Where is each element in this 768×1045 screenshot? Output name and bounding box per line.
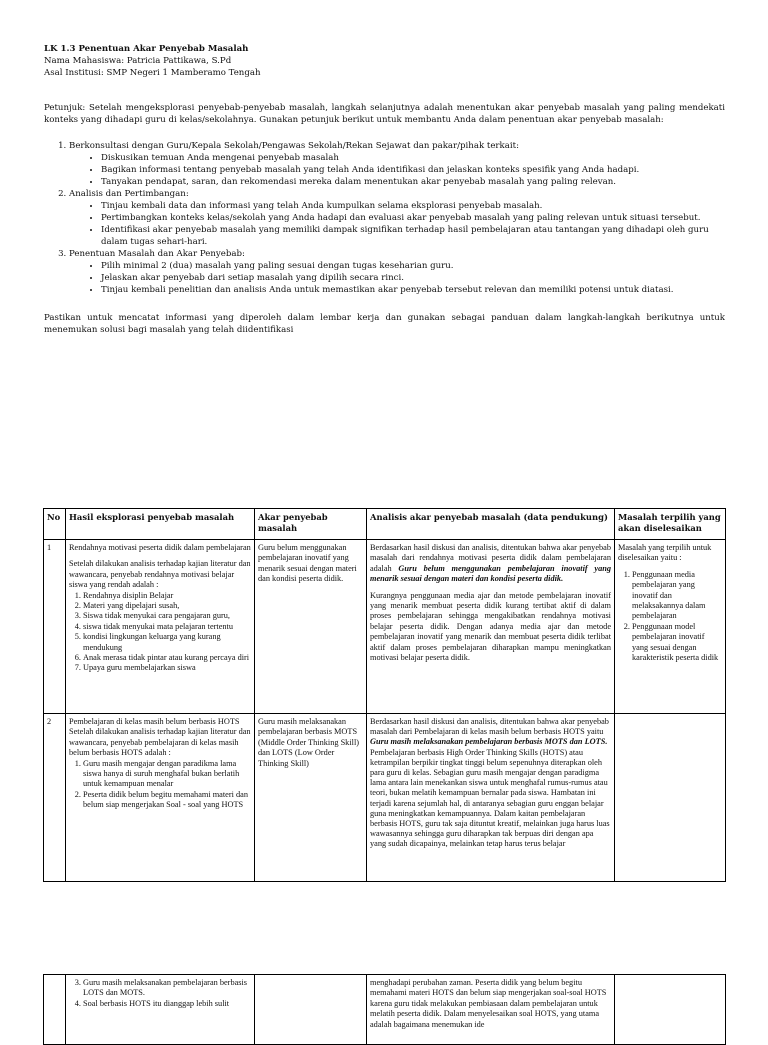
hasil-cell	[66, 540, 255, 714]
hasil-intro: Setelah dilakukan analisis terhadap kajian literatur dan wawancara, penyebab rendahnya motivasi belajar siswa yang rendah adalah :	[69, 559, 251, 590]
list-item: 7. Upaya guru membelajarkan siswa	[83, 663, 251, 673]
table-row	[44, 975, 726, 1045]
analisis-text: Pembelajaran berbasis High Order Thinking Skills (HOTS) atau ketrampilan berpikir tingkat tinggi belum sepenuhnya diterapkan oleh para guru di kelas. Sebagian guru masih mengajar dengan paradigma lama antara lain menekankan siswa untuk menghafal rumus-rumus atau teori, bukan melatih kemampuan bernalar pada siswa. Hambatan ini terjadi karena sejumlah hal, di antaranya sebagian guru enggan belajar guna meningkatkan kemampuannya. Dalam kaitan pembelajaran berbasis HOTS, guru tak saja dituntut kreatif, melainkan juga harus luas wawasannya sehingga guru diharapkan tak berpuas diri dengan apa yang sudah dicapainya, melainkan tetap harus terus belajar	[370, 747, 610, 849]
root-cause-table	[43, 508, 726, 882]
instruction-steps	[44, 140, 728, 296]
step-bullet: • Identifikasi akar penyebab masalah yang memiliki dampak signifikan terhadap hasil pembelajaran atau tantangan yang dihadapi oleh guru dalam tugas sehari-hari.	[101, 224, 728, 248]
step-item	[69, 188, 728, 248]
akar-cell: Guru masih melaksanakan pembelajaran berbasis MOTS (Middle Order Thinking Skill) dan LOTS (Low Order Thinking Skill)	[255, 714, 367, 882]
step-bullet: • Tinjau kembali penelitian dan analisis Anda untuk memastikan akar penyebab tersebut relevan dan memiliki potensi untuk diatasi.	[101, 284, 728, 296]
list-item: 3. Siswa tidak menyukai cara pengajaran guru,	[83, 611, 251, 621]
list-item: 1. Rendahnya disiplin Belajar	[83, 591, 251, 601]
table-header-row	[44, 509, 726, 540]
step-bullet: • Jelaskan akar penyebab dari setiap masalah yang dipilih secara rinci.	[101, 272, 728, 284]
list-item: 2. Penggunaan model pembelajaran inovatif yang sesuai dengan karakteristik peserta didik	[632, 622, 722, 664]
instruction-paragraph: Petunjuk: Setelah mengeksplorasi penyebab-penyebab masalah, langkah selanjutnya adalah menentukan akar penyebab masalah yang paling mendekati konteks yang dihadapi guru di kelas/sekolahnya. Gunakan petunjuk berikut untuk membantu Anda dalam penentuan akar penyebab masalah:	[44, 103, 725, 125]
hasil-cell	[66, 714, 255, 882]
analisis-text: Berdasarkan hasil diskusi dan analisis, ditentukan bahwa akar penyebab masalah dari rendahnya motivasi peserta didik dalam pembelajaran adalah	[370, 543, 611, 573]
list-item: 5. kondisi lingkungan keluarga yang kurang mendukung	[83, 632, 251, 653]
masalah-cell	[615, 540, 726, 714]
hasil-cell	[66, 975, 255, 1045]
list-item: 4. siswa tidak menyukai mata pelajaran tertentu	[83, 622, 251, 632]
header-analisis: Analisis akar penyebab masalah (data pendukung)	[367, 509, 615, 540]
step-bullet: • Diskusikan temuan Anda mengenai penyebab masalah	[101, 152, 728, 164]
closing-paragraph: Pastikan untuk mencatat informasi yang diperoleh dalam lembar kerja dan gunakan sebagai panduan dalam langkah-langkah berikutnya untuk menemukan solusi bagi masalah yang telah diidentifikasi	[44, 313, 725, 335]
analisis-emphasis: Guru masih melaksanakan pembelajaran berbasis MOTS dan LOTS.	[370, 737, 608, 747]
list-item: 1. Penggunaan media pembelajaran yang inovatif dan melaksakannya dalam pembelajaran	[632, 570, 722, 622]
masalah-intro: Masalah yang terpilih untuk diselesaikan yaitu :	[618, 543, 712, 563]
list-item: 3. Guru masih melaksanakan pembelajaran berbasis LOTS dan MOTS.	[83, 978, 251, 999]
step-item	[69, 140, 728, 188]
document-header	[44, 43, 734, 79]
worksheet-title: LK 1.3 Penentuan Akar Penyebab Masalah	[44, 44, 249, 54]
hasil-intro: Setelah dilakukan analisis terhadap kajian literatur dan wawancara, penyebab pembelajaran di kelas masih belum berbasis HOTS adalah :	[69, 727, 251, 758]
step-bullet: • Tanyakan pendapat, saran, dan rekomendasi mereka dalam menentukan akar penyebab masalah yang paling relevan.	[101, 176, 728, 188]
akar-cell	[255, 975, 367, 1045]
header-hasil: Hasil eksplorasi penyebab masalah	[66, 509, 255, 540]
masalah-cell	[615, 714, 726, 882]
table-row	[44, 540, 726, 714]
header-akar: Akar penyebab masalah	[255, 509, 367, 540]
step-bullet: • Bagikan informasi tentang penyebab masalah yang telah Anda identifikasi dan jelaskan konteks spesifik yang Anda hadapi.	[101, 164, 728, 176]
step-item	[69, 248, 728, 296]
list-item: 2. Materi yang dipelajari susah,	[83, 601, 251, 611]
analisis-cell: menghadapi perubahan zaman. Peserta didik yang belum begitu memahami materi HOTS dan belum siap mengerjakan soal-soal HOTS karena guru tidak melakukan pembiasaan dalam pembelajaran untuk melatih peserta didik. Dalam menyelesaikan soal HOTS, yang utama adalah bagaimana menemukan ide	[367, 975, 615, 1045]
analisis-emphasis: Guru belum menggunakan pembelajaran inovatif yang menarik sesuai dengan materi dan kondisi peserta didik.	[370, 563, 611, 584]
row-number: 1	[44, 540, 66, 714]
hasil-title: Pembelajaran di kelas masih belum berbasis HOTS	[69, 717, 240, 726]
step-label: Penentuan Masalah dan Akar Penyebab:	[69, 249, 245, 259]
akar-cell: Guru belum menggunakan pembelajaran inovatif yang menarik sesuai dengan materi dan kondisi peserta didik.	[255, 540, 367, 714]
hasil-title: Rendahnya motivasi peserta didik dalam pembelajaran	[69, 543, 251, 552]
analisis-cell	[367, 540, 615, 714]
masalah-cell	[615, 975, 726, 1045]
list-item: 4. Soal berbasis HOTS itu dianggap lebih sulit	[83, 999, 251, 1009]
step-bullet: • Pertimbangkan konteks kelas/sekolah yang Anda hadapi dan evaluasi akar penyebab masalah yang paling relevan untuk situasi tersebut.	[101, 212, 728, 224]
row-number: 2	[44, 714, 66, 882]
step-label: Analisis dan Pertimbangan:	[69, 189, 189, 199]
list-item: 2. Peserta didik belum begitu memahami materi dan belum siap mengerjakan Soal - soal yang HOTS	[83, 790, 251, 811]
analisis-text: Berdasarkan hasil diskusi dan analisis, ditentukan bahwa akar penyebab masalah dari Pembelajaran di kelas masih belum berbasis HOTS yaitu	[370, 717, 609, 737]
list-item: 1. Guru masih mengajar dengan paradikma lama siswa hanya di suruh menghafal bukan berlatih untuk kemampuan menalar	[83, 759, 251, 790]
header-no: No	[44, 509, 66, 540]
step-label: Berkonsultasi dengan Guru/Kepala Sekolah/Pengawas Sekolah/Rekan Sejawat dan pakar/pihak terkait:	[69, 141, 519, 151]
table-row	[44, 714, 726, 882]
header-masalah: Masalah terpilih yang akan diselesaikan	[615, 509, 726, 540]
row-number	[44, 975, 66, 1045]
step-bullet: • Tinjau kembali data dan informasi yang telah Anda kumpulkan selama eksplorasi penyebab masalah.	[101, 200, 728, 212]
root-cause-table-continued	[43, 974, 726, 1045]
institution-name: Asal Institusi: SMP Negeri 1 Mamberamo Tengah	[44, 68, 261, 78]
step-bullet: • Pilih minimal 2 (dua) masalah yang paling sesuai dengan tugas keseharian guru.	[101, 260, 728, 272]
student-name: Nama Mahasiswa: Patricia Pattikawa, S.Pd	[44, 56, 232, 66]
analisis-cell	[367, 714, 615, 882]
analisis-text: Kurangnya penggunaan media ajar dan metode pembelajaran inovatif yang menarik membuat peserta didik kurang tertibat aktif di dalam proses pembelajaran sehingga mengakibatkan rendahnya motivasi belajar peserta didik. Dengan adanya media ajar dan metode pembelajaran inovatif yang menarik dan membuat peserta didik terlibat aktif dalam proses pembelajaran diharapkan mampu meningkatkan motivasi belajar peserta didik.	[370, 590, 611, 663]
list-item: 6. Anak merasa tidak pintar atau kurang percaya diri	[83, 653, 251, 663]
